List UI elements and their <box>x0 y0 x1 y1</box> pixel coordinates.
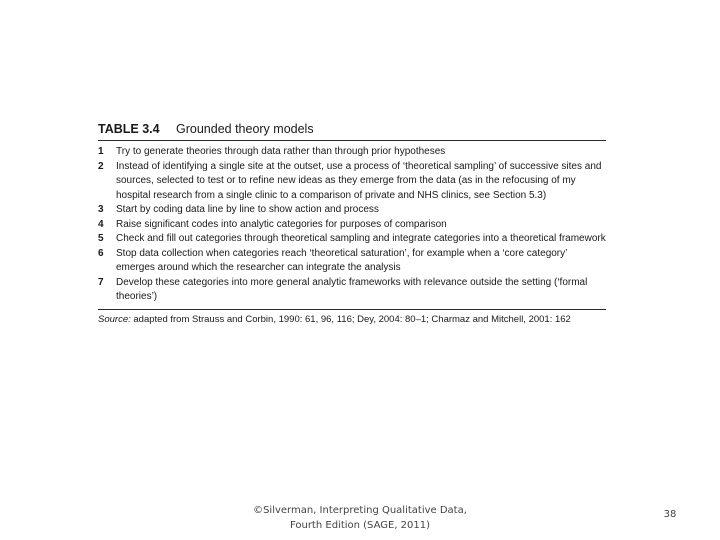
item-number: 5 <box>98 233 104 244</box>
item-number: 2 <box>98 160 104 172</box>
list-item <box>98 218 606 233</box>
item-text: Try to generate theories through data rather than through prior hypotheses <box>116 146 446 157</box>
list-item <box>98 276 606 305</box>
source-label: Source: <box>98 313 131 325</box>
item-number: 7 <box>98 276 104 288</box>
list-item <box>98 145 606 160</box>
list-item <box>98 160 606 204</box>
list-item <box>98 203 606 218</box>
citation-line-2: Fourth Edition (SAGE, 2011) <box>289 520 431 531</box>
item-text: Start by coding data line by line to show action and process <box>116 204 379 215</box>
table-label: TABLE 3.4 <box>98 122 160 136</box>
item-text: Check and fill out categories through theoretical sampling and integrate categories into a theoretical framework <box>116 233 606 244</box>
table-bottom-rule <box>98 309 606 310</box>
table-heading: Grounded theory models <box>176 122 314 136</box>
item-text: Raise significant codes into analytic categories for purposes of comparison <box>116 218 447 230</box>
item-text: Instead of identifying a single site at the outset, use a process of ‘theoretical sampling’ of successive sites and sources, selected to test or to refine new ideas as they emerge from the data (as in the refocusing of my hospital research from a single clinic to a comparison of private and NHS clinics, see Section 5.3) <box>116 160 602 201</box>
item-text: Develop these categories into more general analytic frameworks with relevance outside the setting (‘formal theories’) <box>116 276 588 302</box>
table-source-note <box>98 314 606 325</box>
list-item <box>98 232 606 247</box>
list-item <box>98 247 606 276</box>
footer-citation <box>240 503 480 533</box>
item-text: Stop data collection when categories reach ‘theoretical saturation’, for example when a ‘core category’ emerges around which the researcher can integrate the analysis <box>116 247 567 273</box>
item-number: 4 <box>98 218 104 230</box>
page-number: 38 <box>663 509 677 520</box>
table-title <box>98 122 606 136</box>
item-number: 1 <box>98 146 104 157</box>
table-item-list <box>98 141 606 309</box>
citation-line-1: ©Silverman, Interpreting Qualitative Data, <box>253 505 467 516</box>
item-number: 3 <box>98 204 104 215</box>
table-3-4 <box>98 122 606 325</box>
item-number: 6 <box>98 247 104 259</box>
source-text: adapted from Strauss and Corbin, 1990: 61, 96, 116; Dey, 2004: 80–1; Charmaz and Mitchell, 2001: 162 <box>133 313 571 325</box>
